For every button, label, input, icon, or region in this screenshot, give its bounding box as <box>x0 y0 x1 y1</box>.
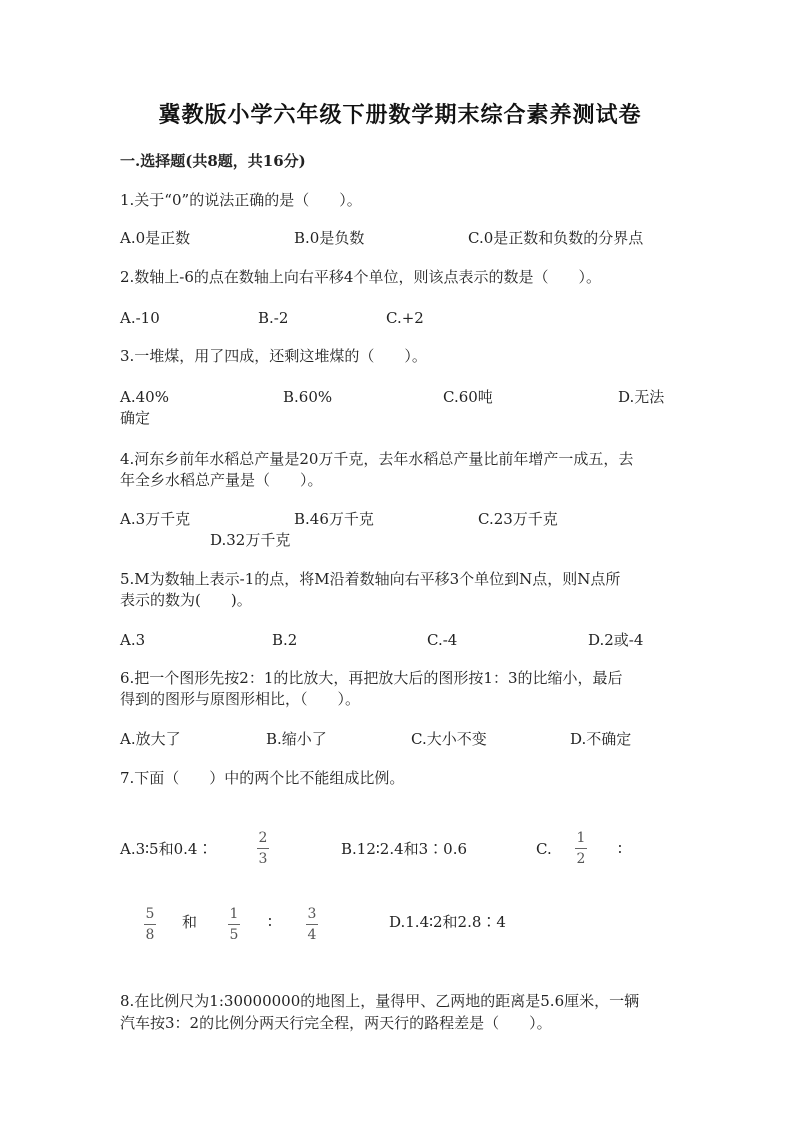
q3-option-a: A.40% <box>120 388 169 406</box>
q7-option-a-text: A.3∶5和0.4∶ <box>120 840 213 858</box>
question-8-stem-line1: 8.在比例尺为1:30000000的地图上，量得甲、乙两地的距离是5.6厘米，一辆 <box>120 992 640 1010</box>
fraction-bar <box>257 848 269 849</box>
q5-option-c: C.-4 <box>427 631 458 649</box>
fraction-numerator: 1 <box>576 830 586 846</box>
fraction-numerator: 1 <box>229 906 239 922</box>
q1-option-c: C.0是正数和负数的分界点 <box>468 229 644 247</box>
q7-option-c-fraction-4 <box>306 906 318 943</box>
q4-option-a: A.3万千克 <box>120 510 191 528</box>
q7-ratio-colon-2: ∶ <box>268 913 272 931</box>
question-1-stem: 1.关于“0”的说法正确的是（ ）。 <box>120 191 362 209</box>
question-6-stem-line1: 6.把一个图形先按2：1的比放大，再把放大后的图形按1：3的比缩小，最后 <box>120 669 623 687</box>
fraction-denominator: 5 <box>229 927 239 943</box>
fraction-denominator: 2 <box>576 851 586 867</box>
q2-option-a: A.-10 <box>120 309 160 327</box>
q4-option-b: B.46万千克 <box>294 510 374 528</box>
q7-option-d: D.1.4∶2和2.8∶4 <box>389 913 506 931</box>
question-8-stem-line2: 汽车按3：2的比例分两天行完全程，两天行的路程差是（ ）。 <box>120 1014 552 1032</box>
q7-option-c-label: C. <box>536 840 552 858</box>
q7-and-text: 和 <box>182 913 198 931</box>
question-7-stem: 7.下面（ ）中的两个比不能组成比例。 <box>120 769 405 787</box>
q7-option-c-fraction-2 <box>144 906 156 943</box>
fraction-numerator: 5 <box>145 906 155 922</box>
question-2-stem: 2.数轴上-6的点在数轴上向右平移4个单位，则该点表示的数是（ ）。 <box>120 268 601 286</box>
q7-option-b: B.12∶2.4和3∶0.6 <box>341 840 468 858</box>
question-4-stem-line1: 4.河东乡前年水稻总产量是20万千克，去年水稻总产量比前年增产一成五，去 <box>120 450 634 468</box>
q4-option-d: D.32万千克 <box>210 531 291 549</box>
q3-option-d: D.无法 <box>618 388 665 406</box>
question-6-stem-line2: 得到的图形与原图形相比，（ ）。 <box>120 690 361 708</box>
fraction-numerator: 2 <box>258 830 268 846</box>
fraction-bar <box>228 924 240 925</box>
fraction-bar <box>144 924 156 925</box>
section-heading: 一.选择题(共8题，共16分) <box>120 152 306 170</box>
fraction-denominator: 3 <box>258 851 268 867</box>
q1-option-a: A.0是正数 <box>120 229 191 247</box>
question-5-stem-line1: 5.M为数轴上表示-1的点，将M沿着数轴向右平移3个单位到N点，则N点所 <box>120 570 621 588</box>
question-5-stem-line2: 表示的数为( )。 <box>120 591 252 609</box>
q3-option-b: B.60% <box>283 388 333 406</box>
q4-option-c: C.23万千克 <box>478 510 558 528</box>
fraction-denominator: 8 <box>145 927 155 943</box>
fraction-denominator: 4 <box>307 927 317 943</box>
fraction-numerator: 3 <box>307 906 317 922</box>
q3-option-d-wrap: 确定 <box>120 409 151 427</box>
q2-option-b: B.-2 <box>258 309 289 327</box>
q1-option-b: B.0是负数 <box>294 229 365 247</box>
fraction-bar <box>575 848 587 849</box>
q5-option-d: D.2或-4 <box>588 631 644 649</box>
question-3-stem: 3.一堆煤，用了四成，还剩这堆煤的（ ）。 <box>120 347 427 365</box>
q3-option-c: C.60吨 <box>443 388 493 406</box>
page-title: 冀教版小学六年级下册数学期末综合素养测试卷 <box>158 102 642 128</box>
q7-option-a-fraction <box>257 830 269 867</box>
q7-option-c-fraction-3 <box>228 906 240 943</box>
q6-option-c: C.大小不变 <box>411 730 487 748</box>
q6-option-a: A.放大了 <box>120 730 181 748</box>
q7-option-c-fraction-1 <box>575 830 587 867</box>
q6-option-d: D.不确定 <box>570 730 632 748</box>
q7-ratio-colon-1: ∶ <box>618 840 622 858</box>
q2-option-c: C.+2 <box>386 309 424 327</box>
q5-option-a: A.3 <box>120 631 146 649</box>
q6-option-b: B.缩小了 <box>266 730 327 748</box>
fraction-bar <box>306 924 318 925</box>
question-4-stem-line2: 年全乡水稻总产量是（ ）。 <box>120 471 323 489</box>
q5-option-b: B.2 <box>272 631 298 649</box>
